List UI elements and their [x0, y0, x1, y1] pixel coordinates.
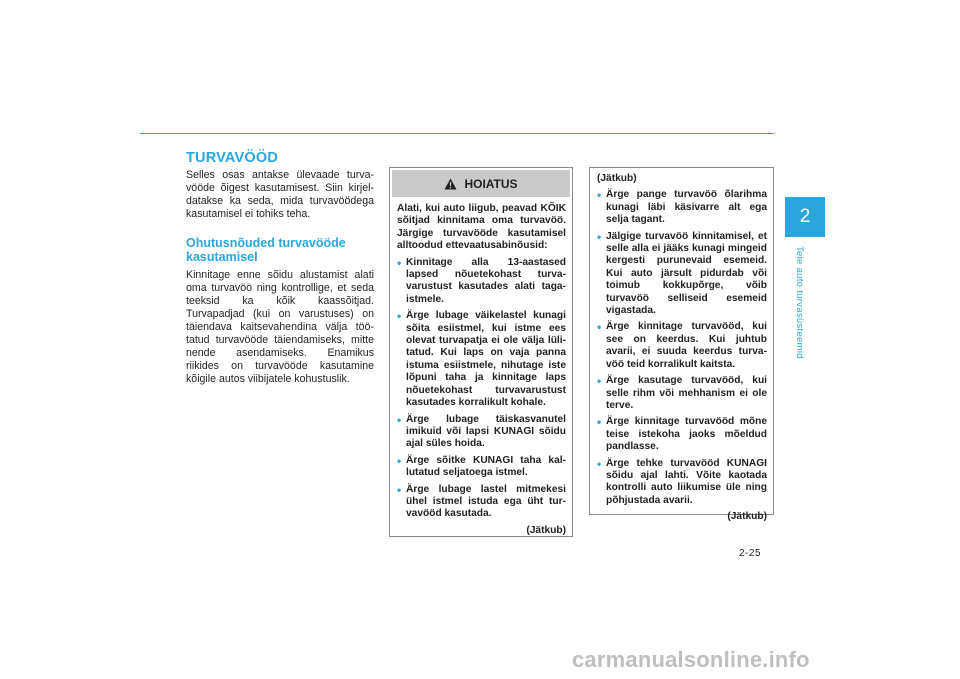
continued-continues: (Jätkub)	[727, 511, 767, 523]
warning-continues: (Jätkub)	[526, 524, 566, 536]
intro-column	[186, 150, 374, 386]
top-divider	[140, 133, 774, 134]
continued-heading: (Jätkub)	[597, 173, 637, 184]
continued-item: • Jälgige turvavöö kinnitamisel, et selle alla ei jääks kunagi mingeid kergesti purunevaid esemeid. Kui auto järsult pidurdab või toimub kokkupõrge, võib turvavöö selliseid esemeid vigastada.	[597, 231, 767, 318]
warning-label: HOIATUS	[464, 176, 518, 191]
continued-item: • Ärge kasutage turvavööd, kui selle rihm või mehhanism ei ole terve.	[597, 375, 767, 412]
continued-warning-box	[589, 167, 774, 523]
page-title: TURVAVÖÖD	[186, 150, 279, 166]
section-subheading: Ohutusnõuded turvavööde kasutamisel	[186, 236, 346, 264]
site-watermark: carmanualsonline.info	[572, 647, 810, 672]
continued-item: • Ärge pange turvavöö õlarihma kunagi läbi käsivarre alt ega selja tagant.	[597, 189, 767, 226]
continued-list	[597, 189, 767, 507]
page-number: 2-25	[739, 548, 762, 559]
warning-list	[397, 257, 566, 521]
continued-item: • Ärge kinnitage turvavööd, kui see on keerdus. Kui juhtub avarii, ei suuda keerdus turvavöö teid korralikult kaitsta.	[597, 321, 767, 371]
chapter-title-vertical: Teie auto turvasüsteemid	[794, 246, 805, 359]
warning-item: • Ärge lubage väikelastel kunagi sõita esiistmel, kui istme ees olevat turvapatja ei ole välja lülitatud. Kui laps on vaja panna istuma esiistmele, nihutage iste lõpuni taha ja kinnitage laps nõuetekohast turvavarustust kasutades korralikult kohale.	[397, 310, 566, 409]
warning-item: • Ärge sõitke KUNAGI taha kallutatud seljatoega istmel.	[397, 455, 566, 480]
intro-paragraph: Selles osas antakse ülevaade turvavööde õigest kasutamisest. Siin kirjeldatakse ka seda, mida turvavöödega kasutamisel ei tohiks teha.	[186, 169, 374, 220]
continued-item: • Ärge tehke turvavööd KUNAGI sõidu ajal lahti. Võite kaotada kontrolli auto liikumise üle ning põhjustada avarii.	[597, 458, 767, 508]
warning-item: • Kinnitage alla 13-aastased lapsed nõuetekohast turvavarustust kasutades alati tagaistmele.	[397, 257, 566, 307]
warning-box	[389, 167, 573, 537]
warning-content	[390, 197, 572, 537]
warning-lead: Alati, kui auto liigub, peavad KÕIK sõitjad kinnitama oma turvavöö. Järgige turvavööde kasutamisel alltoodud ettevaatusabinõusid:	[397, 203, 566, 252]
warning-header	[392, 170, 570, 197]
warning-item: • Ärge lubage lastel mitmekesi ühel istmel istuda ega üht turvavööd kasutada.	[397, 484, 566, 521]
continued-content	[590, 168, 773, 524]
continued-item: • Ärge kinnitage turvavööd mõne teise istekoha jaoks mõeldud pandlasse.	[597, 416, 767, 453]
warning-item: • Ärge lubage täiskasvanutel imikuid või lapsi KUNAGI sõidu ajal süles hoida.	[397, 414, 566, 451]
chapter-number-tab[interactable]: 2	[785, 197, 825, 237]
body-paragraph: Kinnitage enne sõidu alustamist alati oma turvavöö ning kontrollige, et seda teeksid ka kõik kaassõitjad. Turvapadjad (kui on varustuses) on täiendava kaitsevahendina välja töötatud turvavööde täiendamiseks, mitte nende asendamiseks. Enamikus riikides on turvavööde kasutamine kõigile autos viibijatele kohustuslik.	[186, 269, 374, 385]
warning-triangle-icon	[444, 178, 457, 190]
